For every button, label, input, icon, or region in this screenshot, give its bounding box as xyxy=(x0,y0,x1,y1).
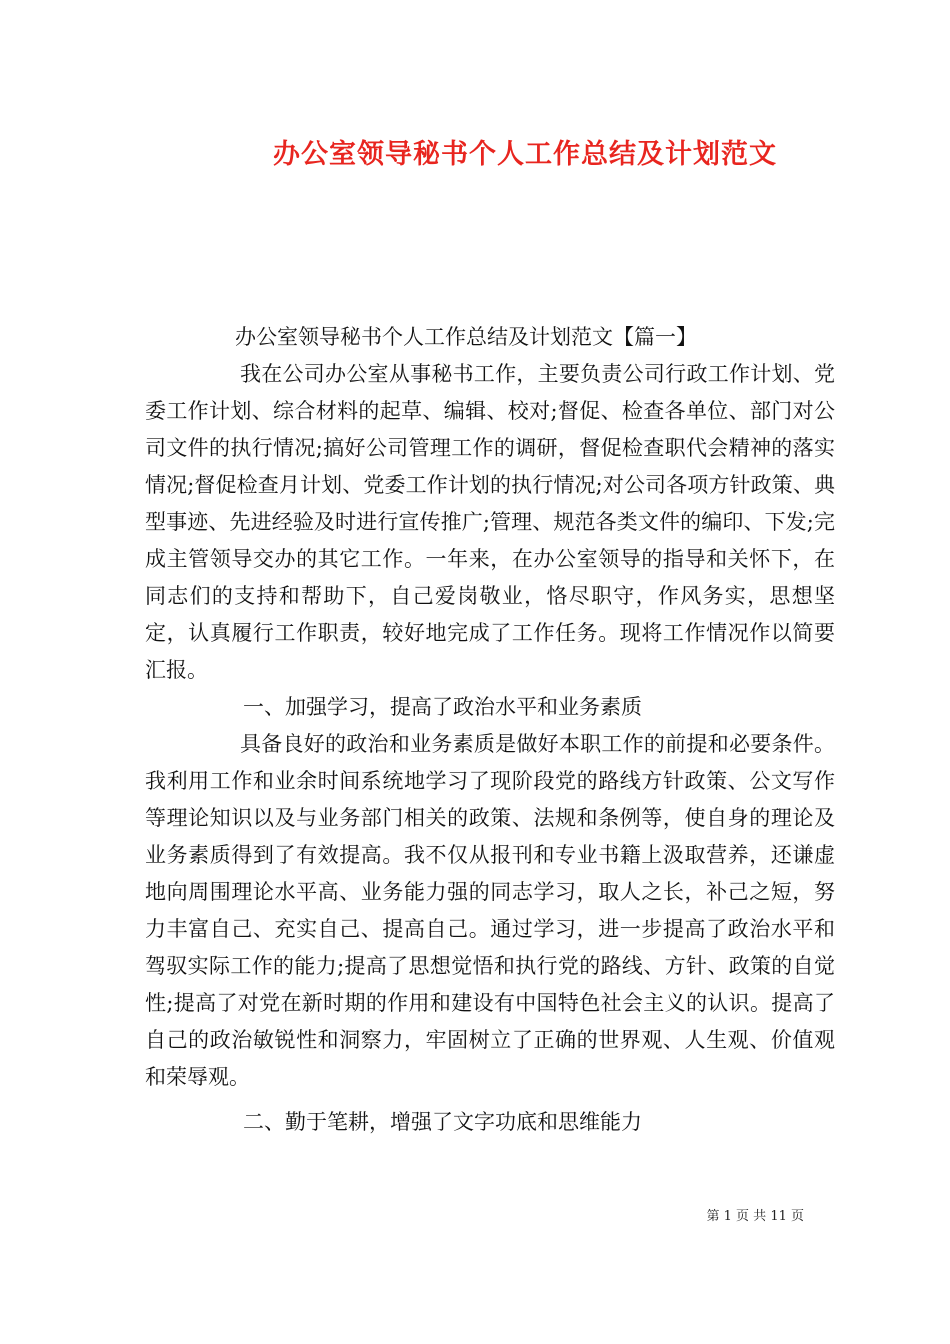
paragraph-study: 具备良好的政治和业务素质是做好本职工作的前提和必要条件。我利用工作和业余时间系统地学习了现阶段党的路线方针政策、公文写作等理论知识以及与业务部门相关的政策、法规和条例等，使自身的理论及业务素质得到了有效提高。我不仅从报刊和专业书籍上汲取营养，还谦虚地向周围理论水平高、业务能力强的同志学习，取人之长，补己之短，努力丰富自己、充实自己、提高自己。通过学习，进一步提高了政治水平和驾驭实际工作的能力;提高了思想觉悟和执行党的路线、方针、政策的自觉性;提高了对党在新时期的作用和建设有中国特色社会主义的认识。提高了自己的政治敏锐性和洞察力，牢固树立了正确的世界观、人生观、价值观和荣辱观。 xyxy=(145,732,835,1089)
article-body xyxy=(145,319,835,1141)
section-heading-2: 二、勤于笔耕，增强了文字功底和思维能力 xyxy=(243,1110,642,1134)
paragraph-intro: 我在公司办公室从事秘书工作，主要负责公司行政工作计划、党委工作计划、综合材料的起草、编辑、校对;督促、检查各单位、部门对公司文件的执行情况;搞好公司管理工作的调研，督促检查职代会精神的落实情况;督促检查月计划、党委工作计划的执行情况;对公司各项方针政策、典型事迹、先进经验及时进行宣传推广;管理、规范各类文件的编印、下发;完成主管领导交办的其它工作。一年来，在办公室领导的指导和关怀下，在同志们的支持和帮助下，自己爱岗敬业，恪尽职守，作风务实，思想坚定，认真履行工作职责，较好地完成了工作任务。现将工作情况作以简要汇报。 xyxy=(145,362,835,682)
article-subtitle: 办公室领导秘书个人工作总结及计划范文【篇一】 xyxy=(235,325,697,349)
page-number-footer: 第 1 页 共 11 页 xyxy=(706,1209,804,1224)
section-heading-1: 一、加强学习，提高了政治水平和业务素质 xyxy=(243,695,642,719)
document-title: 办公室领导秘书个人工作总结及计划范文 xyxy=(273,139,777,170)
